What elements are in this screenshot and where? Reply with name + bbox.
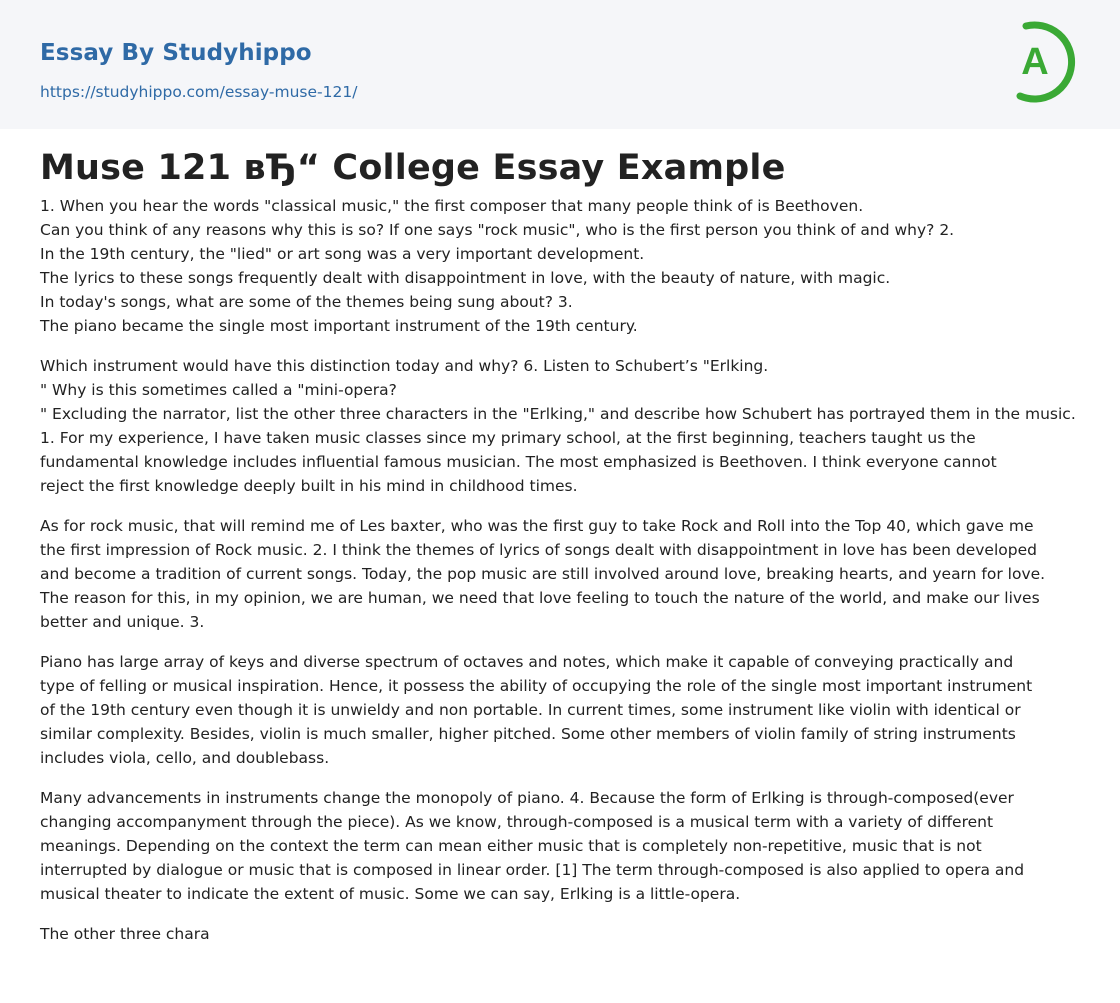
paragraph-line: Many advancements in instruments change the monopoly of piano. 4. Because the form of Erlking is through-composed(ever [40,789,1014,807]
essay-paragraph [40,650,1118,770]
essay-content [0,129,1120,946]
paragraph-line: type of felling or musical inspiration. Hence, it possess the ability of occupying the role of the single most important instrument [40,677,1033,695]
paragraph-line: As for rock music, that will remind me of Les baxter, who was the first guy to take Rock and Roll into the Top 40, which gave me [40,517,1034,535]
paragraph-line: Piano has large array of keys and diverse spectrum of octaves and notes, which make it capable of conveying practically and [40,653,1014,671]
paragraph-line: of the 19th century even though it is unwieldy and non portable. In current times, some instrument like violin with identical or [40,701,1021,719]
essay-title: Muse 121 вЂ“ College Essay Example [40,148,786,188]
essay-paragraph [40,354,1118,498]
paragraph-line: better and unique. 3. [40,613,205,631]
paragraph-line: meanings. Depending on the context the term can mean either music that is completely non-repetitive, music that is not [40,837,982,855]
paragraph-line: reject the first knowledge deeply built in his mind in childhood times. [40,477,578,495]
logo-letter: A [1021,41,1049,83]
paragraph-line: " Excluding the narrator, list the other three characters in the "Erlking," and describe how Schubert has portrayed them in the music. [40,405,1076,423]
studyhippo-a-logo-icon[interactable] [1002,18,1084,106]
paragraph-line: musical theater to indicate the extent of music. Some we can say, Erlking is a little-opera. [40,885,741,903]
site-brand[interactable]: Essay By Studyhippo [40,40,312,66]
paragraph-line: and become a tradition of current songs. Today, the pop music are still involved around love, breaking hearts, and yearn for love. [40,565,1046,583]
paragraph-line: includes viola, cello, and doublebass. [40,749,330,767]
paragraph-line: changing accompanyment through the piece). As we know, through-composed is a musical term with a variety of different [40,813,994,831]
paragraph-line: In the 19th century, the "lied" or art song was a very important development. [40,245,645,263]
essay-paragraph [40,922,1118,946]
essay-paragraph [40,514,1118,634]
paragraph-line: 1. For my experience, I have taken music classes since my primary school, at the first beginning, teachers taught us the [40,429,976,447]
paragraph-line: similar complexity. Besides, violin is much smaller, higher pitched. Some other members of violin family of string instruments [40,725,1016,743]
essay-paragraph [40,194,1118,338]
essay-paragraph [40,786,1118,906]
essay-url-link[interactable]: https://studyhippo.com/essay-muse-121/ [40,83,358,101]
paragraph-line: the first impression of Rock music. 2. I think the themes of lyrics of songs dealt with disappointment in love has been developed [40,541,1037,559]
paragraph-line: fundamental knowledge includes influential famous musician. The most emphasized is Beethoven. I think everyone cannot [40,453,997,471]
paragraph-line: The other three chara [40,925,210,943]
paragraph-line: 1. When you hear the words "classical music," the first composer that many people think of is Beethoven. [40,197,864,215]
paragraph-line: " Why is this sometimes called a "mini-opera? [40,381,397,399]
site-header [0,0,1120,129]
paragraph-line: The reason for this, in my opinion, we are human, we need that love feeling to touch the nature of the world, and make our lives [40,589,1040,607]
paragraph-line: interrupted by dialogue or music that is composed in linear order. [1] The term through-composed is also applied to opera and [40,861,1025,879]
paragraph-line: Which instrument would have this distinction today and why? 6. Listen to Schubert’s "Erlking. [40,357,769,375]
paragraph-line: In today's songs, what are some of the themes being sung about? 3. [40,293,573,311]
paragraph-line: The lyrics to these songs frequently dealt with disappointment in love, with the beauty of nature, with magic. [40,269,891,287]
paragraph-line: The piano became the single most important instrument of the 19th century. [40,317,638,335]
paragraph-line: Can you think of any reasons why this is so? If one says "rock music", who is the first person you think of and why? 2. [40,221,955,239]
